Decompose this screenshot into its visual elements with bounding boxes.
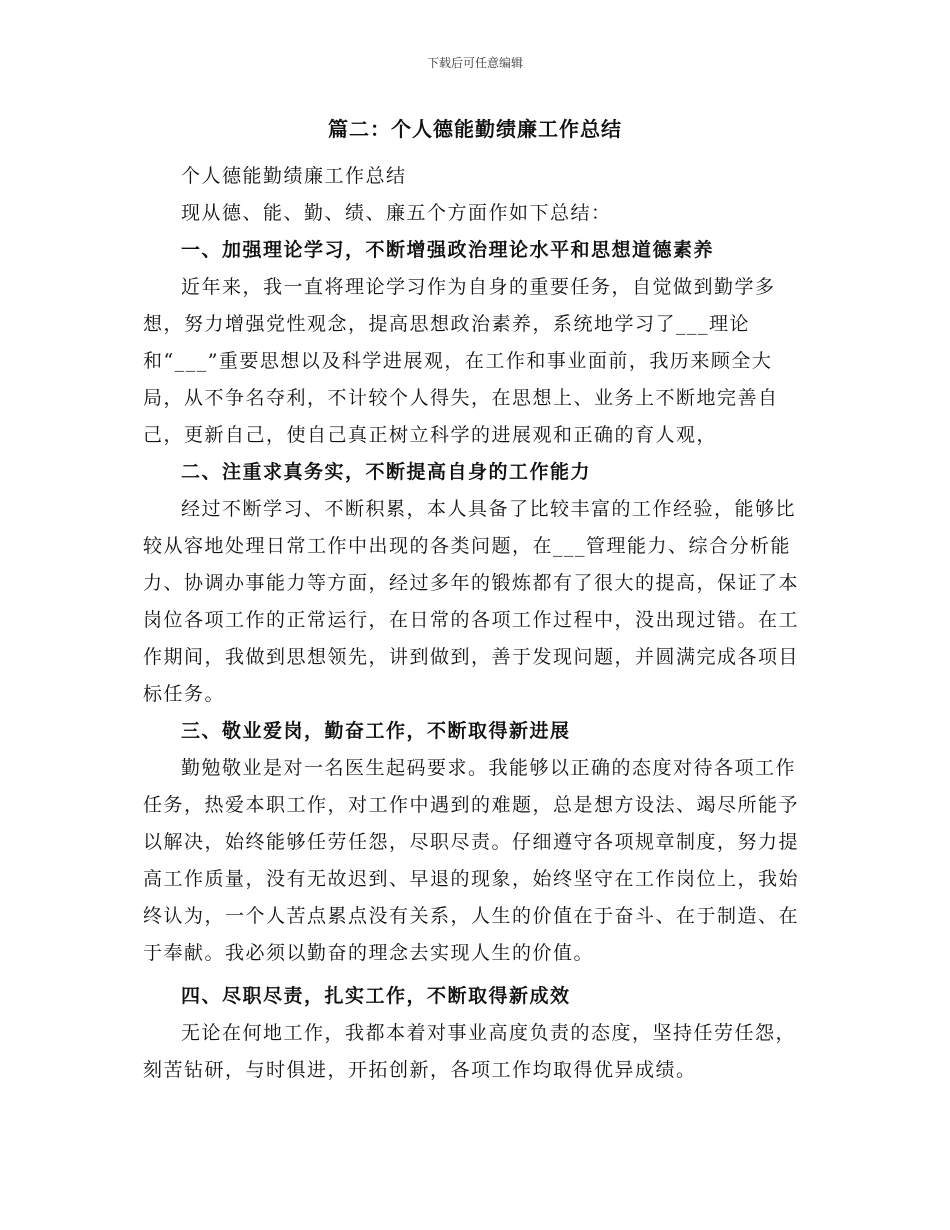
- document-title: 篇二：个人德能勤绩廉工作总结: [328, 117, 622, 141]
- section-4-paragraph: 无论在何地工作，我都本着对事业高度负责的态度，坚持任劳任怨，刻苦钻研，与时俱进，开拓创新，各项工作均取得优异成绩。: [143, 1022, 797, 1081]
- section-2-paragraph: 经过不断学习、不断积累，本人具备了比较丰富的工作经验，能够比较从容地处理日常工作中出现的各类问题，在___管理能力、综合分析能力、协调办事能力等方面，经过多年的锻炼都有了很大的提高，保证了本岗位各项工作的正常运行，在日常的各项工作过程中，没出现过错。在工作期间，我做到思想领先，讲到做到，善于发现问题，并圆满完成各项目标任务。: [143, 498, 800, 705]
- section-3-paragraph: 勤勉敬业是对一名医生起码要求。我能够以正确的态度对待各项工作任务，热爱本职工作，对工作中遇到的难题，总是想方设法、竭尽所能予以解决，始终能够任劳任怨，尽职尽责。仔细遵守各项规章制度，努力提高工作质量，没有无故迟到、早退的现象，始终坚守在工作岗位上，我始终认为，一个人苦点累点没有关系，人生的价值在于奋斗、在于制造、在于奉献。我必须以勤奋的理念去实现人生的价值。: [143, 757, 800, 964]
- intro-paragraph: 现从德、能、勤、绩、廉五个方面作如下总结：: [181, 202, 612, 224]
- section-1-heading: 一、加强理论学习，不断增强政治理论水平和思想道德素养: [181, 239, 715, 261]
- section-4-heading: 四、尽职尽责，扎实工作，不断取得新成效: [181, 985, 571, 1007]
- document-body: [143, 158, 811, 1089]
- section-3-heading: 三、敬业爱岗，勤奋工作，不断取得新进展: [181, 720, 571, 742]
- section-1-paragraph: 近年来，我一直将理论学习作为自身的重要任务，自觉做到勤学多想，努力增强党性观念，提高思想政治素养，系统地学习了___理论和“___”重要思想以及科学进展观，在工作和事业面前，我历来顾全大局，从不争名夺利，不计较个人得失，在思想上、业务上不断地完善自己，更新自己，使自己真正树立科学的进展观和正确的育人观，: [143, 276, 779, 446]
- header-note: 下载后可任意编辑: [426, 56, 523, 70]
- subtitle: 个人德能勤绩廉工作总结: [181, 165, 407, 187]
- section-2-heading: 二、注重求真务实，不断提高自身的工作能力: [181, 461, 592, 483]
